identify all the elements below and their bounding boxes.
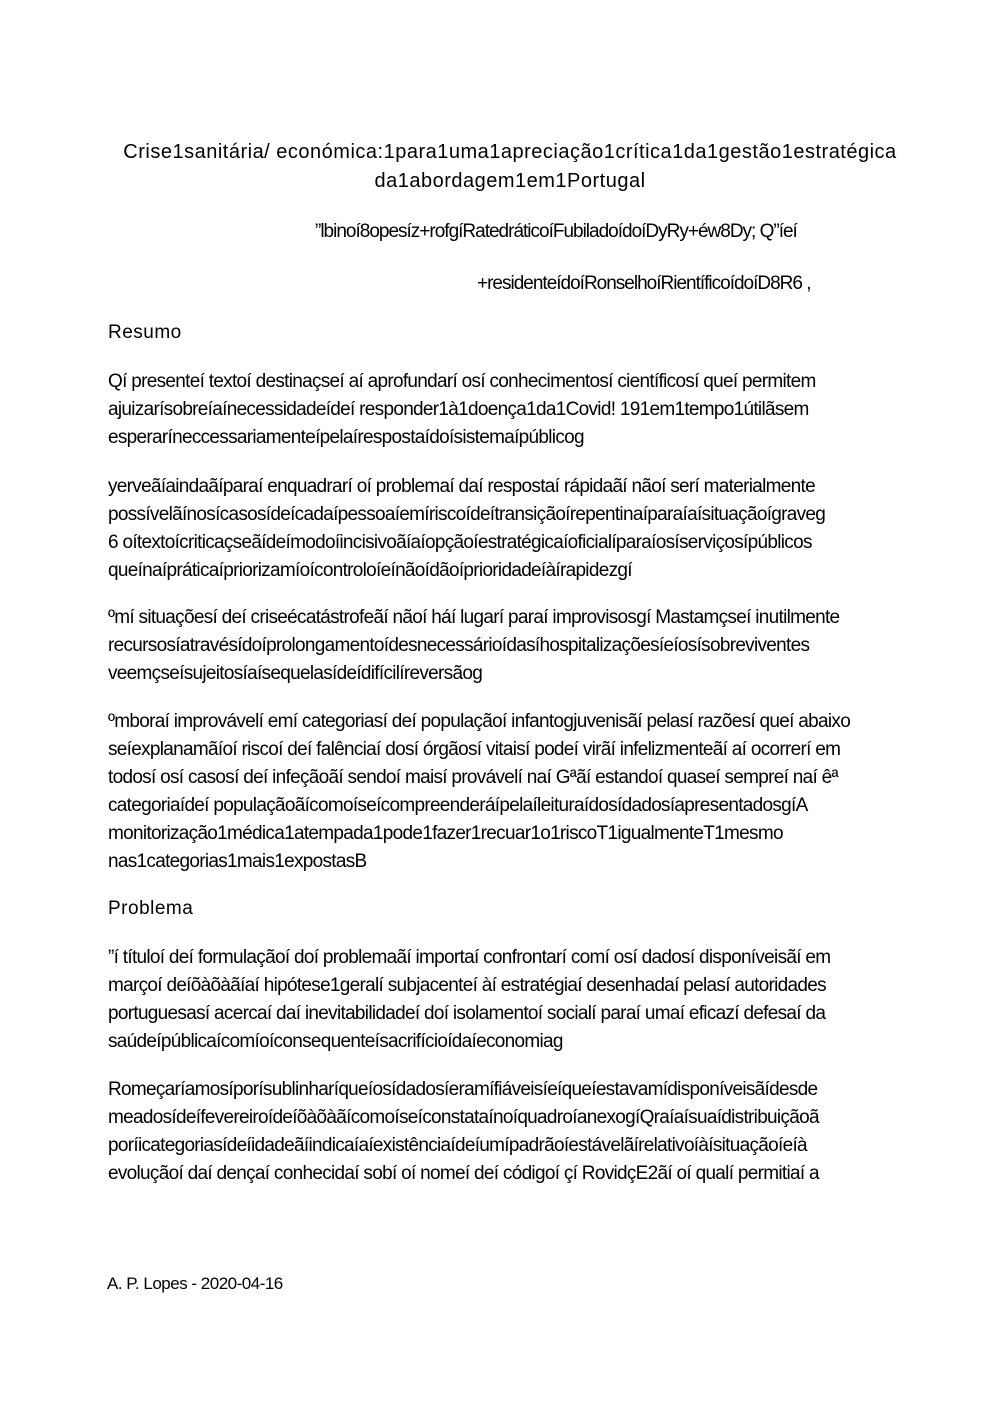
paragraph-line: queínaípráticaípriorizamíoícontroloíeínãoídãoíprioridadeíàírapidezgí xyxy=(108,560,632,581)
section-heading-resumo: Resumo xyxy=(108,322,182,343)
paragraph-line: evoluçãoí daí dençaí conhecidaí sobí oí nomeí deí códigoí çí RovidçE2ãí oí qualí permitiaí a xyxy=(108,1163,819,1184)
paragraph-line: ajuizarísobreíaínecessidadeídeí responder1à1doença1da1Covid! 191em1tempo1útilãsem xyxy=(108,399,809,420)
paragraph-line: Romeçaríamosíporísublinharíqueíosídadosíeramífiáveisíeíqueíestavamídisponíveisãídesde xyxy=(108,1079,818,1100)
paragraph-line: portuguesasí acercaí daí inevitabilidadeí doí isolamentoí socialí paraí umaí eficazí defesaí da xyxy=(108,1003,826,1024)
paragraph-1 xyxy=(108,368,923,452)
paragraph-line: possívelãínosícasosídeícadaípessoaíemíriscoídeítransiçãoírepentinaíparaíaísituaçãoígraveg xyxy=(108,504,826,525)
paragraph-line: ºmboraí improvávelí emí categoriasí deí populaçãoí infantogjuvenisãí pelasí razõesí queí abaixo xyxy=(108,711,851,732)
paragraph-line: saúdeípúblicaícomíoíconsequenteísacrifícioídaíeconomiag xyxy=(108,1031,563,1052)
section-heading-problema: Problema xyxy=(108,898,194,919)
paragraph-line: 6 oítextoícriticaçseãídeímodoíincisivoãíaíopçãoíestratégicaíoficialíparaíosíserviçosípúblicos xyxy=(108,532,812,553)
paragraph-line: Qí presenteí textoí destinaçseí aí aprofundarí osí conhecimentosí científicosí queí permitem xyxy=(108,371,816,392)
paragraph-line: seíexplanamãíoí riscoí deí falênciaí dosí órgãosí vitaisí podeí virãí infelizmenteãí aí ocorrerí em xyxy=(108,739,841,760)
author-line: ”lbinoí8opesíz+rofgíRatedráticoíFubiladoídoíDyRy+éw8Dy; Q”íeí xyxy=(315,221,797,242)
title-line-2: da1abordagem1em1Portugal xyxy=(374,170,646,192)
paragraph-5 xyxy=(108,944,923,1056)
affiliation-line: +residenteídoíRonselhoíRientíficoídoíD8R6 , xyxy=(477,273,811,294)
paragraph-line: ºmí situaçõesí deí criseécatástrofeãí nãoí háí lugarí paraí improvisosgí Mastamçseí inutilmente xyxy=(108,607,840,628)
paragraph-line: yerveãíaindaãíparaí enquadrarí oí problemaí daí respostaí rápidaãí nãoí serí materialmente xyxy=(108,476,815,497)
paragraph-2 xyxy=(108,473,923,585)
paragraph-4 xyxy=(108,708,923,876)
document-title xyxy=(110,138,910,196)
paragraph-line: recursosíatravésídoíprolongamentoídesnecessárioídasíhospitalizaçõesíeíosísobreviventes xyxy=(108,635,810,656)
paragraph-line: categoriaídeí populaçãoãícomoíseícompreenderáípelaíleituraídosídadosíapresentadosgíA xyxy=(108,795,808,816)
paragraph-line: monitorização1médica1atempada1pode1fazer1recuar1o1riscoT1igualmenteT1mesmo xyxy=(108,823,783,844)
paragraph-line: esperaríneccessariamenteípelaírespostaídoísistemaípúblicog xyxy=(108,427,584,448)
paragraph-line: poríicategoriasídeíidadeãíindicaíaíexistênciaídeíumípadrãoíestávelãírelativoíàísituaçãoíeíà xyxy=(108,1135,807,1156)
paragraph-line: veemçseísujeitosíaísequelasídeídifícilíreversãog xyxy=(108,663,483,684)
paragraph-line: nas1categorias1mais1expostasB xyxy=(108,851,367,872)
title-line-1: Crise1sanitária/ económica:1para1uma1apreciação1crítica1da1gestão1estratégica xyxy=(123,141,897,163)
paragraph-line: ”í títuloí deí formulaçãoí doí problemaãí importaí confrontarí comí osí dadosí disponíveisãí em xyxy=(108,947,831,968)
paragraph-line: meadosídeífevereiroídeíõàõàãícomoíseíconstataínoíquadroíanexogíQraíaísuaídistribuiçãoã xyxy=(108,1107,819,1128)
paragraph-line: todosí osí casosí deí infeçãoãí sendoí maisí provávelí naí Gªãí estandoí quaseí sempreí naí êª xyxy=(108,767,838,788)
page-footer: A. P. Lopes - 2020-04-16 xyxy=(107,1274,283,1293)
paragraph-3 xyxy=(108,604,923,688)
paragraph-line: marçoí deíõàõàãíaí hipótese1geralí subjacenteí àí estratégiaí desenhadaí pelasí autoridades xyxy=(108,975,826,996)
paragraph-6 xyxy=(108,1076,923,1188)
